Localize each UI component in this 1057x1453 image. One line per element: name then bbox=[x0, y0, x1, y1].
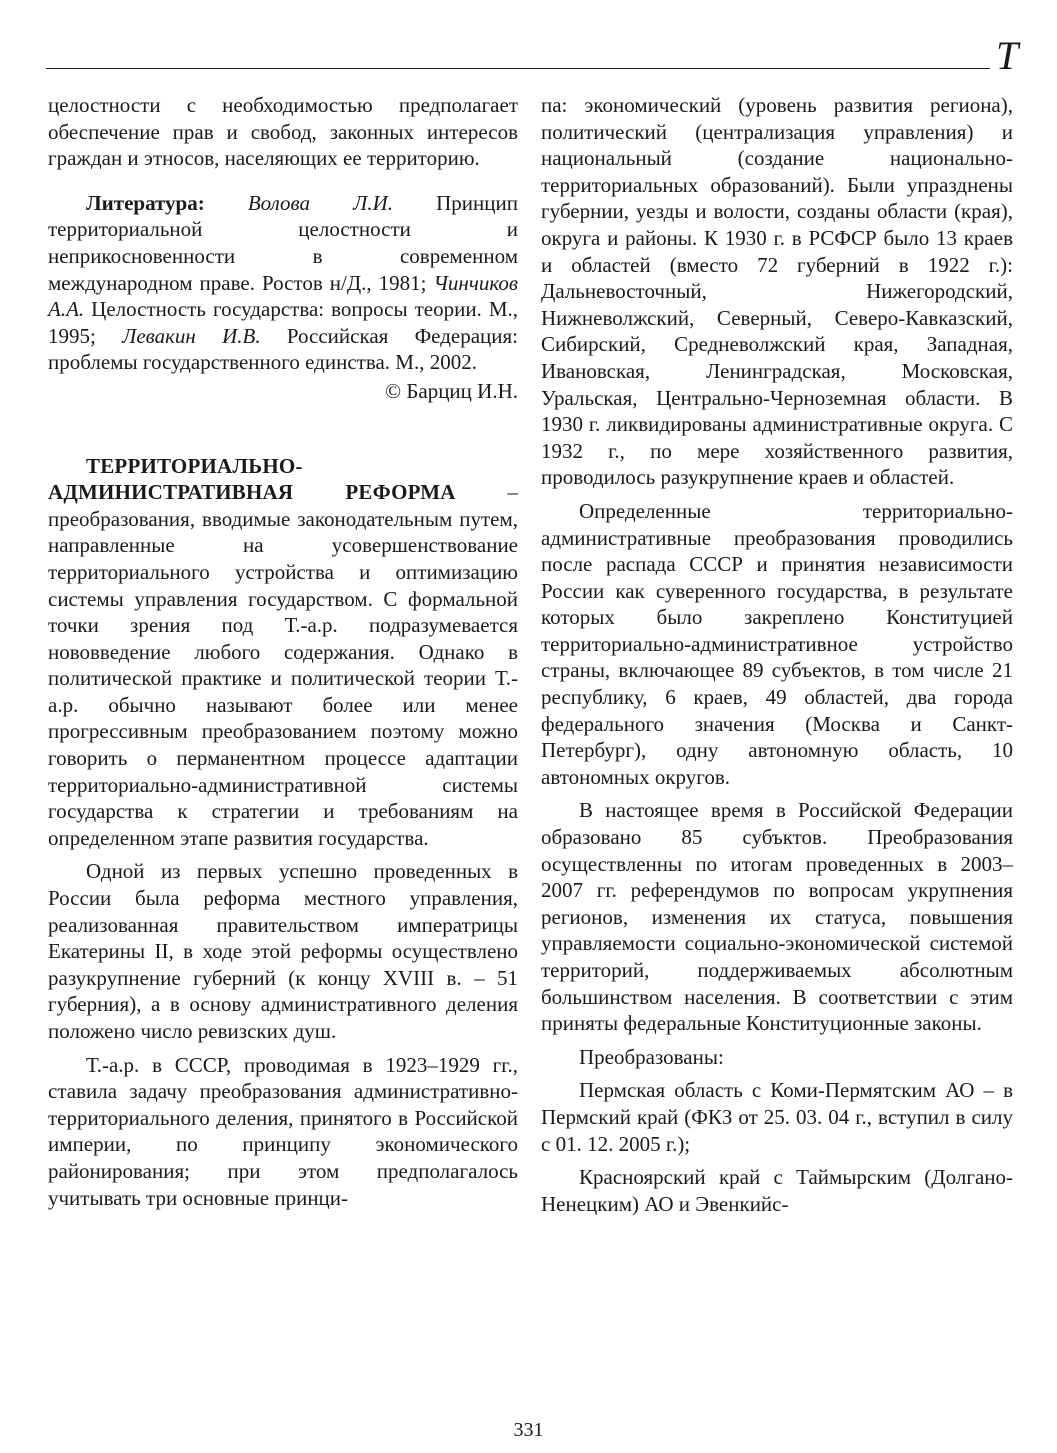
article-definition bbox=[48, 453, 518, 852]
right-column bbox=[541, 92, 1013, 1217]
article-paragraph: Т.-а.р. в СССР, проводимая в 1923–1929 гг., ставила задачу преобразования административно-территориального деления, принятого в Российской империи, по принципу экономического районирования; при этом предполагалось учитывать три основные принци- bbox=[48, 1052, 518, 1210]
article-paragraph: В настоящее время в Российской Федерации образовано 85 субъктов. Преобразования осуществленны по итогам проведенных в 2003–2007 гг. референдумов по вопросам укрупнения регионов, изменения их статуса, повышения управляемости социально-экономической системой территорий, поддерживаемых абсолютным большинством населения. В соответствии с этим приняты федеральные Конституционные законы. bbox=[541, 798, 1013, 1036]
article-definition-text: – преобразования, вводимые законодательным путем, направленные на усовершенствование территориального устройства и оптимизацию системы управления государством. С формальной точки зрения под Т.-а.р. подразумевается нововведение любого содержания. Однако в политической практике и политической теории Т.-а.р. обычно называют более или менее прогрессивным преобразованием поэтому можно говорить о перманентном процессе адаптации территориально-административной системы государства к стратегии и требованиям на определенном этапе развития государства. bbox=[48, 480, 519, 850]
literature-author: Чинчиков А.А. bbox=[48, 270, 518, 322]
literature-paragraph bbox=[48, 190, 518, 376]
literature-label: Литература: bbox=[86, 190, 205, 215]
literature-text: Принцип территориальной целостности и неприкосновенности в современном международном праве. Ростов н/Д., 1981; bbox=[48, 190, 518, 295]
article-paragraph: Одной из первых успешно проведенных в России была реформа местного управления, реализованная правительством императрицы Екатерины II, в ходе этой реформы осуществлено разукрупнение губерний (к концу XVIII в. – 51 губерния), а в основу административного деления положено число ревизских душ. bbox=[48, 859, 518, 1043]
copyright-author: © Барциц И.Н. bbox=[385, 378, 518, 403]
article-term: ТЕРРИТОРИАЛЬНО-АДМИНИСТРАТИВНАЯ РЕФОРМА bbox=[48, 453, 456, 505]
section-letter: Т bbox=[996, 33, 1019, 78]
header-rule bbox=[46, 68, 990, 69]
literature-text: Российская Федерация: проблемы государственного единства. М., 2002. bbox=[48, 323, 518, 375]
literature-author: Левакин И.В. bbox=[122, 323, 261, 348]
article-paragraph: Пермская область с Коми-Пермятским АО – в Пермский край (ФКЗ от 25. 03. 04 г., вступил в силу с 01. 12. 2005 г.); bbox=[541, 1078, 1013, 1156]
article-paragraph: Определенные территориально-административные преобразования проводились после распада СССР и принятия независимости России как суверенного государства, в результате которых было закреплено Конституцией территориально-административное устройство страны, включающее 89 субъектов, в том числе 21 республику, 6 краев, 49 областей, два города федерального значения (Москва и Санкт-Петербург), одну автономную область, 10 автономных округов. bbox=[541, 498, 1013, 789]
left-column bbox=[48, 92, 518, 1211]
page-number: 331 bbox=[513, 1419, 544, 1441]
article-paragraph: Красноярский край с Таймырским (Долгано-Ненецким) АО и Эвенкийс- bbox=[541, 1165, 1013, 1216]
article-paragraph: па: экономический (уровень развития региона), политический (централизация управления) и национальный (создание национально-территориальных образований). Были упразднены губернии, уезды и волости, созданы области (края), округа и районы. К 1930 г. в РСФСР было 13 краев и областей (вместо 72 губерний в 1922 г.): Дальневосточный, Нижегородский, Нижневолжский, Северный, Северо-Кавказский, Сибирский, Средневолжский края, Западная, Ивановская, Ленинградская, Московская, Уральская, Центрально-Черноземная области. В 1930 г. ликвидированы административные округа. С 1932 г., по мере хозяйственного развития, проводилось разукрупнение краев и областей. bbox=[541, 93, 1013, 490]
article-paragraph: Преобразованы: bbox=[579, 1044, 724, 1069]
literature-author: Волова Л.И. bbox=[247, 190, 394, 215]
intro-paragraph: целостности с необходимостью предполагает обеспечение прав и свобод, законных интересов граждан и этносов, населяющих ее территорию. bbox=[48, 93, 518, 171]
literature-text: Целостность государства: вопросы теории. М., 1995; bbox=[48, 297, 518, 348]
